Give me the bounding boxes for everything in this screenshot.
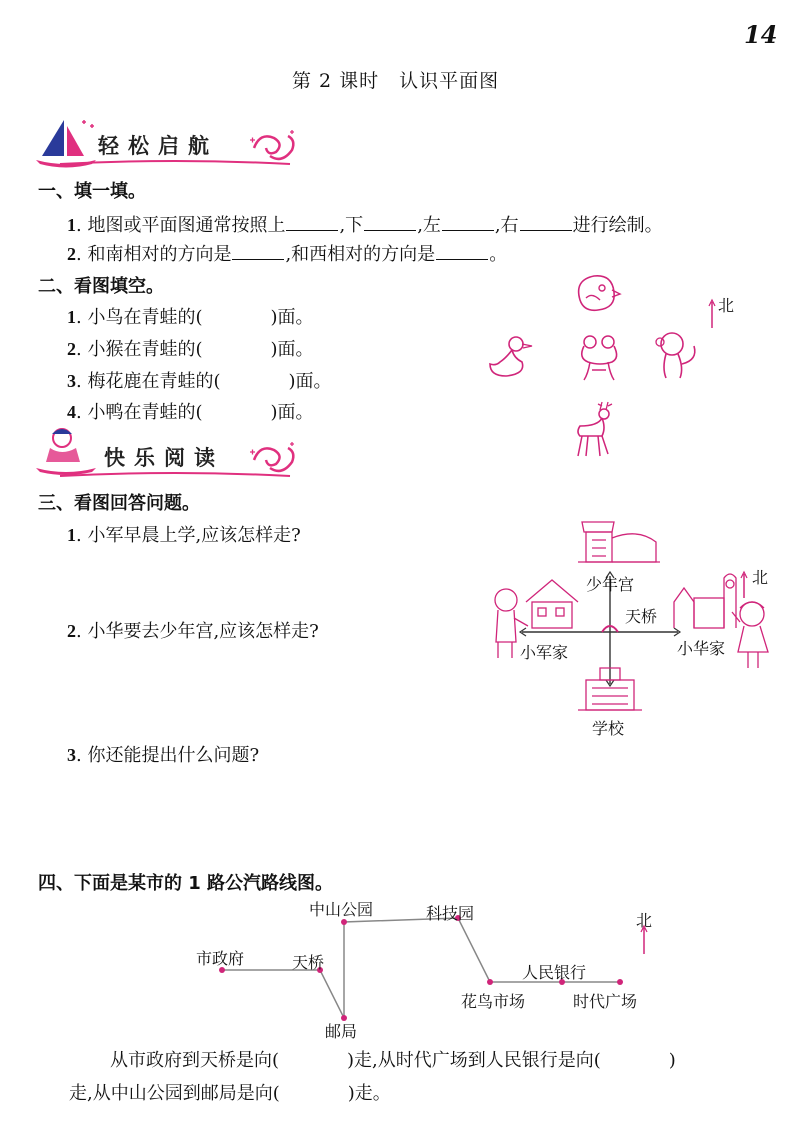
q-text: . 小鸭在青蛙的(: [76, 402, 203, 423]
s3-question-3: [67, 741, 259, 767]
xiaohua-house-icon: [674, 574, 736, 628]
q-text: . 小华要去少年宫,应该怎样走?: [76, 621, 319, 642]
para-text: )走。: [347, 1083, 391, 1104]
q-number: 1: [67, 215, 76, 235]
north-arrow-icon: [741, 572, 747, 598]
s2-question-4: [67, 398, 314, 424]
q-number: 3: [67, 745, 76, 765]
q-number: 4: [67, 402, 76, 422]
stop-plaza-dot: [617, 979, 623, 985]
map-label-xiaojun-home: 小军家: [520, 643, 569, 662]
monkey-icon: [654, 330, 704, 382]
section-1-heading: 一、填一填。: [38, 181, 146, 202]
north-label: 北: [636, 911, 653, 930]
map-label-school: 学校: [592, 719, 625, 738]
answer-blank[interactable]: [520, 214, 572, 231]
q-text: . 你还能提出什么问题?: [76, 745, 260, 766]
s3-question-2: [67, 617, 319, 643]
stop-label-bridge: 天桥: [292, 953, 325, 972]
answer-blank[interactable]: [286, 214, 338, 231]
q-text: ,右: [494, 215, 519, 236]
map-label-bridge: 天桥: [625, 607, 658, 626]
stop-label-bank: 人民银行: [522, 963, 587, 982]
q-text: 。: [489, 244, 508, 265]
stop-label-plaza: 时代广场: [573, 992, 638, 1011]
page-number: 14: [744, 20, 778, 49]
stop-label-market: 花鸟市场: [461, 992, 526, 1011]
stop-label-tech: 科技园: [426, 904, 475, 923]
q-number: 1: [67, 525, 76, 545]
s2-question-3: [67, 367, 332, 393]
stop-market-dot: [487, 979, 493, 985]
q-number: 2: [67, 244, 76, 264]
answer-blank[interactable]: [442, 214, 494, 231]
s2-question-2: [67, 335, 314, 361]
para-text: 走,从中山公园到邮局是向(: [69, 1083, 280, 1104]
q-text: )面。: [288, 371, 332, 392]
answer-blank[interactable]: [364, 214, 416, 231]
frog-icon: [578, 334, 622, 384]
child-reading-icon: [36, 426, 96, 476]
s4-paragraph-line-1: [110, 1046, 676, 1072]
answer-blank[interactable]: [232, 243, 284, 260]
para-text: ): [668, 1050, 676, 1071]
duck-icon: [486, 334, 536, 382]
q-text: 进行绘制。: [572, 215, 663, 236]
map-label-palace: 少年宫: [586, 575, 635, 594]
bird-icon: [572, 270, 622, 314]
s2-question-1: [67, 303, 314, 329]
q-text: . 小鸟在青蛙的(: [76, 307, 203, 328]
s1-question-1: [67, 211, 663, 237]
para-text: )走,从时代广场到人民银行是向(: [347, 1050, 601, 1071]
q-text: ,左: [417, 215, 441, 236]
q-text: . 小猴在青蛙的(: [76, 339, 203, 360]
map-label-xiaohua-home: 小华家: [677, 639, 726, 658]
xiaojun-house-icon: [526, 580, 578, 628]
map-label-north: 北: [752, 568, 769, 587]
lesson-title: 第 2 课时 认识平面图: [292, 70, 500, 92]
section-2-heading: 二、看图填空。: [38, 276, 164, 297]
banner-underline: [60, 160, 290, 168]
palace-building-icon: [578, 522, 660, 562]
s4-paragraph-line-2: [69, 1079, 391, 1105]
banner-relaxed-start: 轻松启航: [98, 133, 218, 158]
q-number: 2: [67, 339, 76, 359]
q-text: . 小军早晨上学,应该怎样走?: [76, 525, 301, 546]
sailboat-icon: [36, 116, 96, 166]
banner-happy-reading: 快乐阅读: [104, 445, 224, 470]
girl-icon: [732, 602, 768, 668]
swirl-decor-icon: [248, 440, 298, 474]
banner-underline: [60, 472, 290, 480]
q-text: . 梅花鹿在青蛙的(: [76, 371, 221, 392]
deer-icon: [572, 398, 618, 460]
para-text: 从市政府到天桥是向(: [110, 1050, 280, 1071]
s1-question-2: [67, 240, 507, 266]
answer-blank[interactable]: [436, 243, 488, 260]
neighborhood-map: [488, 518, 788, 738]
swirl-decor-icon: [248, 128, 298, 162]
q-text: . 地图或平面图通常按照上: [76, 215, 286, 236]
north-label: 北: [718, 296, 735, 315]
section-4-heading: 四、下面是某市的 1 路公汽路线图。: [38, 873, 334, 894]
stop-label-post: 邮局: [325, 1022, 358, 1041]
q-number: 1: [67, 307, 76, 327]
q-text: )面。: [270, 339, 314, 360]
q-number: 2: [67, 621, 76, 641]
q-number: 3: [67, 371, 76, 391]
bus-route-map: [0, 890, 794, 1050]
s3-question-1: [67, 521, 301, 547]
q-text: ,和西相对的方向是: [285, 244, 436, 265]
stop-label-city-hall: 市政府: [196, 949, 245, 968]
q-text: ,下: [339, 215, 364, 236]
q-text: . 和南相对的方向是: [76, 244, 232, 265]
q-text: )面。: [270, 307, 314, 328]
stop-label-park: 中山公园: [309, 900, 374, 919]
q-text: )面。: [270, 402, 314, 423]
section-3-heading: 三、看图回答问题。: [38, 493, 200, 514]
